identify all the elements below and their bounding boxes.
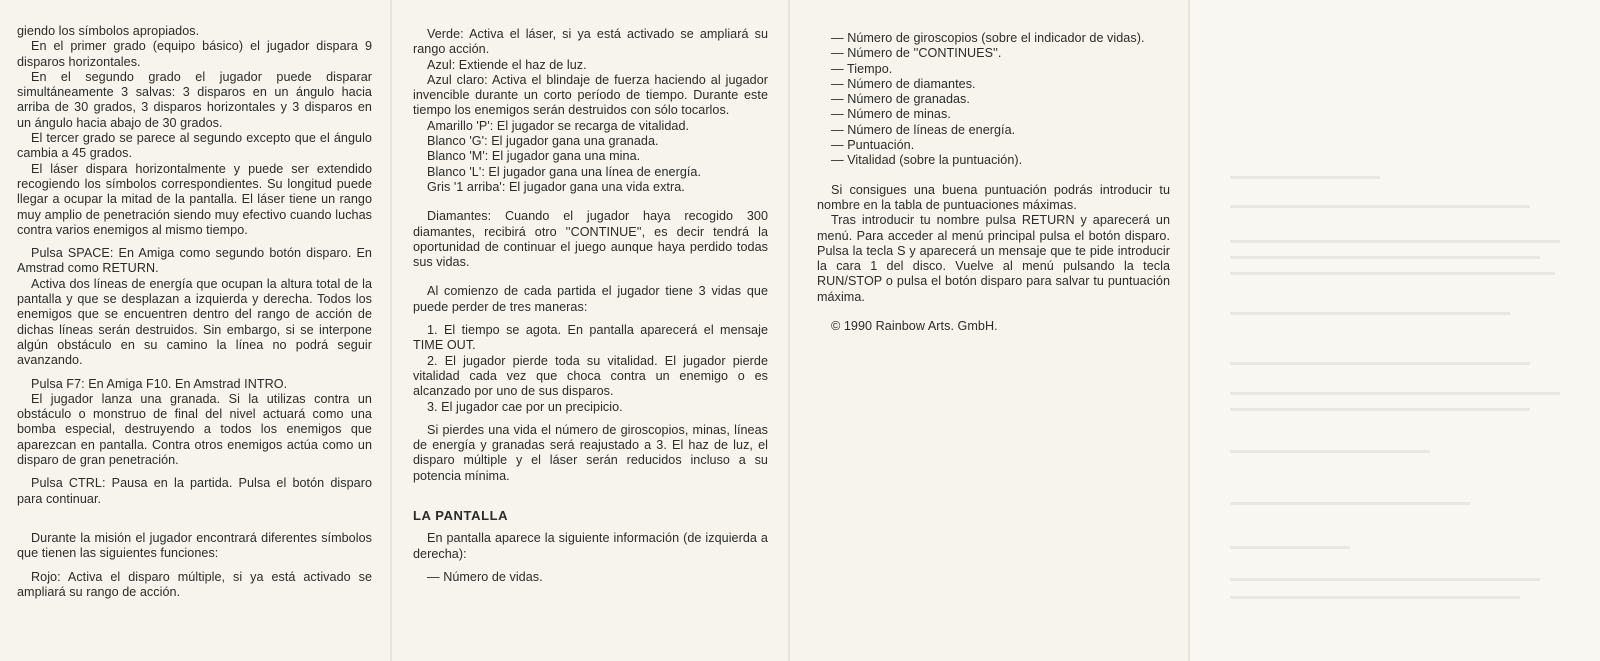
- paragraph: Blanco 'L': El jugador gana una línea de energía.: [427, 164, 702, 179]
- list-item: 2. El jugador pierde toda su vitalidad. El jugador pierde vitalidad cada vez que choca contra un enemigo o es alcanzado por uno de sus disparos.: [413, 353, 768, 399]
- paragraph: Pulsa CTRL: Pausa en la partida. Pulsa el botón disparo para continuar.: [17, 476, 372, 506]
- paragraph: Rojo: Activa el disparo múltiple, si ya está activado se ampliará su rango de acción.: [17, 569, 372, 599]
- list-item: — Número de giroscopios (sobre el indicador de vidas).: [831, 31, 1145, 45]
- paragraph: El jugador lanza una granada. Si la utilizas contra un obstáculo o monstruo de final del nivel actuará como una bomba especial, destruyendo a todos los enemigos que aparezcan en pantalla. Contra otros enemigos actúa como un disparo de gran penetración.: [17, 391, 372, 468]
- paragraph: El láser dispara horizontalmente y puede ser extendido recogiendo los símbolos correspondientes. Su longitud puede llegar a ocupar la mitad de la pantalla. El láser tiene un rango muy amplio de penetración siendo muy efectivo cuando luchas contra varios enemigos al mismo tiempo.: [17, 161, 372, 237]
- panel-3: [790, 0, 1188, 661]
- paragraph: Amarillo 'P': El jugador se recarga de vitalidad.: [427, 118, 690, 133]
- paragraph: Diamantes: Cuando el jugador haya recogido 300 diamantes, recibirá otro ''CONTINUE'', es decir tendrá la oportunidad de continuar el juego aunque haya perdido todas sus vidas.: [413, 209, 768, 270]
- panel-2: [392, 0, 788, 661]
- copyright: © 1990 Rainbow Arts. GmbH.: [831, 319, 998, 334]
- list-item: — Número de diamantes.: [831, 76, 976, 91]
- list-item: — Tiempo.: [831, 61, 893, 76]
- paragraph: Azul: Extiende el haz de luz.: [427, 57, 587, 72]
- paragraph: Tras introducir tu nombre pulsa RETURN y aparecerá un menú. Para acceder al menú principal pulsa el botón disparo. Pulsa la tecla S y aparecerá un mensaje que te pide introducir la cara 1 del disco. Vuelve al menú pulsando la tecla RUN/STOP o pulsa el botón disparo para salvar tu puntuación máxima.: [817, 213, 1170, 304]
- paragraph: Durante la misión el jugador encontrará diferentes símbolos que tienen las siguientes funciones:: [17, 530, 372, 561]
- paragraph: Al comienzo de cada partida el jugador tiene 3 vidas que puede perder de tres maneras:: [413, 284, 768, 314]
- paragraph: Si pierdes una vida el número de giroscopios, minas, líneas de energía y granadas será reajustado a 3. El haz de luz, el disparo múltiple y el láser serán reducidos incluso a su potencia mínima.: [413, 422, 768, 483]
- paragraph: Activa dos líneas de energía que ocupan la altura total de la pantalla y que se desplazan a izquierda y derecha. Todos los enemigos que se encuentren dentro del rango de acción de dichas líneas serán destruidos. Sin embargo, si se interpone algún obstáculo en su camino la línea no podrá seguir avanzando.: [17, 276, 372, 368]
- paragraph: giendo los símbolos apropiados.: [17, 24, 200, 38]
- reverse-side-show-through: [1190, 0, 1600, 661]
- paragraph: Gris '1 arriba': El jugador gana una vida extra.: [427, 179, 685, 194]
- list-item: 3. El jugador cae por un precipicio.: [427, 399, 623, 414]
- list-item: — Número de granadas.: [831, 92, 970, 107]
- list-item: 1. El tiempo se agota. En pantalla aparecerá el mensaje TIME OUT.: [413, 323, 768, 353]
- list-item: — Número de vidas.: [427, 569, 543, 584]
- paragraph: Pulsa F7: En Amiga F10. En Amstrad INTRO.: [31, 376, 288, 391]
- panel-1: [0, 0, 390, 661]
- list-item: — Vitalidad (sobre la puntuación).: [831, 153, 1023, 168]
- list-item: — Número de minas.: [831, 107, 951, 122]
- paragraph: Pulsa SPACE: En Amiga como segundo botón disparo. En Amstrad como RETURN.: [17, 246, 372, 276]
- list-item: — Número de ''CONTINUES''.: [831, 46, 1002, 61]
- paragraph: Azul claro: Activa el blindaje de fuerza haciendo al jugador invencible durante un corto período de tiempo. Durante este tiempo los enemigos serán destruidos con sólo tocarlos.: [413, 72, 768, 118]
- paragraph: En el segundo grado el jugador puede disparar simultáneamente 3 salvas: 3 disparos en un ángulo hacia arriba de 30 grados, 3 disparos horizontales y 3 disparos en un ángulo hacia abajo de 30 grados.: [17, 69, 372, 130]
- list-item: — Número de líneas de energía.: [831, 122, 1016, 137]
- list-item: — Puntuación.: [831, 138, 915, 153]
- paragraph: El tercer grado se parece al segundo excepto que el ángulo cambia a 45 grados.: [17, 131, 372, 161]
- paragraph: Si consigues una buena puntuación podrás introducir tu nombre en la tabla de puntuaciones máximas.: [817, 182, 1170, 212]
- paragraph: En el primer grado (equipo básico) el jugador dispara 9 disparos horizontales.: [17, 39, 372, 69]
- paragraph: En pantalla aparece la siguiente información (de izquierda a derecha):: [413, 531, 768, 561]
- section-heading: LA PANTALLA: [413, 508, 509, 524]
- panel-4-blank: [1190, 0, 1600, 661]
- paragraph: Blanco 'G': El jugador gana una granada.: [427, 134, 659, 149]
- paragraph: Blanco 'M': El jugador gana una mina.: [427, 149, 641, 164]
- screen-info-list: [817, 31, 1170, 169]
- paragraph: Verde: Activa el láser, si ya está activado se ampliará su rango acción.: [413, 27, 768, 57]
